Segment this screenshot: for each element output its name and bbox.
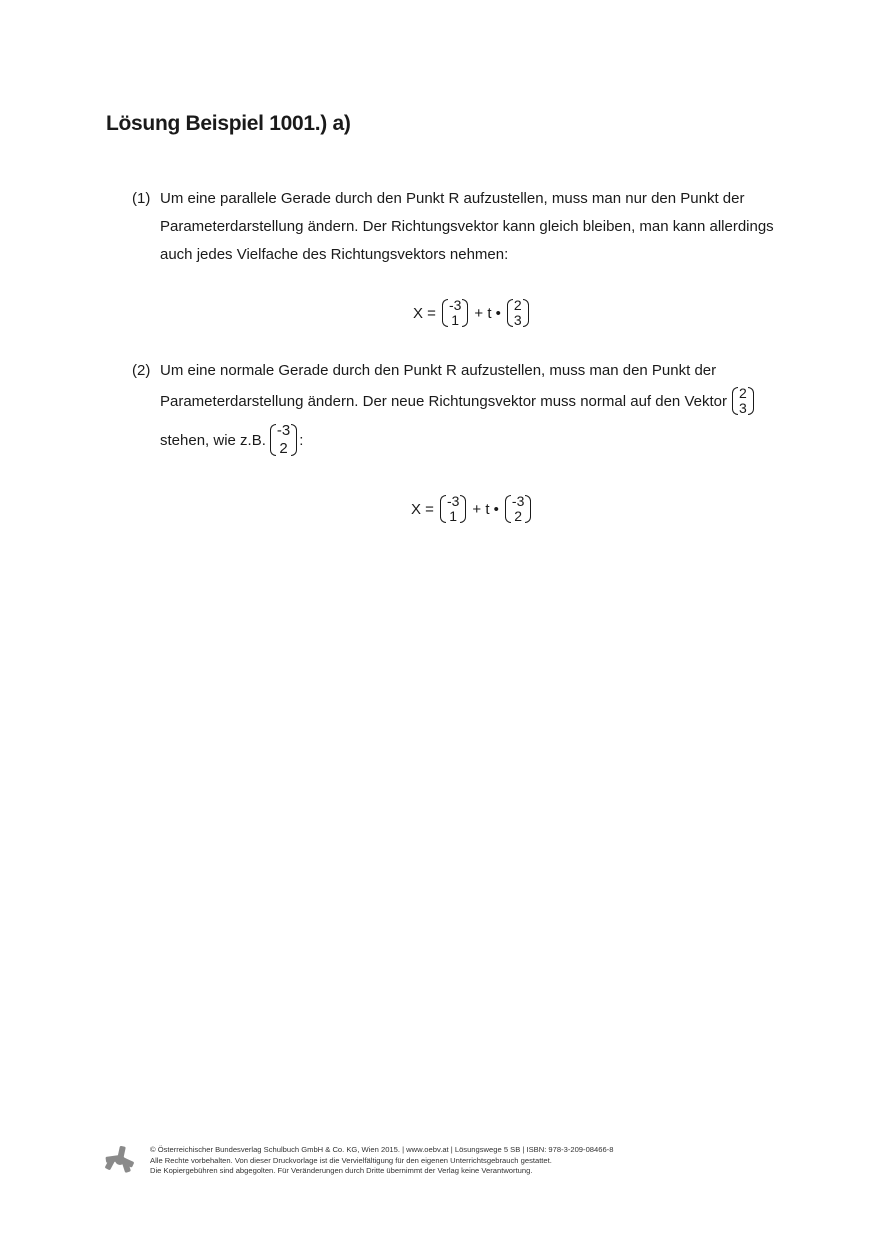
vector-component: -3 [276,422,291,439]
point-vector [442,298,468,328]
item-text-line [160,386,756,416]
page-title: Lösung Beispiel 1001.) a) [106,112,351,135]
footer-line: Alle Rechte vorbehalten. Von dieser Druckvorlage ist die Vervielfältigung für den eigenen Unterrichtsgebrauch gestattet. [150,1155,552,1165]
equation-operator: + t • [474,304,501,322]
item-text-line: Parameterdarstellung ändern. Der Richtungsvektor kann gleich bleiben, man kann allerdings [160,218,774,235]
item-text-line: auch jedes Vielfache des Richtungsvektors nehmen: [160,246,509,263]
copyright-footer [150,1145,613,1177]
right-paren [748,387,754,415]
inline-vector [270,422,297,458]
solution-item-1 [132,190,792,270]
item-number: (2) [132,362,151,379]
vector-component: 3 [738,400,747,416]
direction-vector [505,494,531,524]
parametric-equation-2 [411,494,533,524]
item-text: : [299,431,304,449]
item-number: (1) [132,190,151,207]
solution-item-2 [132,362,792,472]
right-paren [525,495,531,523]
parametric-equation-1 [413,298,531,328]
item-text-line: Um eine parallele Gerade durch den Punkt R aufzustellen, muss man nur den Punkt der [160,190,745,207]
vector-component: 1 [449,508,458,524]
vector-component: 2 [279,440,288,457]
vector-component: 2 [514,508,523,524]
direction-vector [507,298,529,328]
vector-component: 1 [451,312,460,328]
vector-component: 2 [513,297,522,313]
vector-component: -3 [511,493,525,509]
item-text: stehen, wie z.B. [160,431,266,449]
right-paren [523,299,529,327]
vector-component: -3 [448,297,462,313]
right-paren [291,424,297,456]
equation-operator: + t • [472,500,499,518]
item-text-line [160,422,303,458]
inline-vector [732,386,754,416]
item-text-line: Um eine normale Gerade durch den Punkt R aufzustellen, muss man den Punkt der [160,362,717,379]
equation-lhs: X = [411,500,434,518]
vector-component: -3 [446,493,460,509]
equation-lhs: X = [413,304,436,322]
vector-component: 2 [738,385,747,401]
item-text: Parameterdarstellung ändern. Der neue Richtungsvektor muss normal auf den Vektor [160,392,727,410]
right-paren [462,299,468,327]
footer-line: © Österreichischer Bundesverlag Schulbuch GmbH & Co. KG, Wien 2015. | www.oebv.at | Lösungswege 5 SB | ISBN: 978-3-209-08466-8 [150,1145,614,1154]
vector-component: 3 [513,312,522,328]
footer-line: Die Kopiergebühren sind abgegolten. Für Veränderungen durch Dritte übernimmt der Verlag keine Verantwortung. [150,1166,533,1176]
point-vector [440,494,466,524]
oebv-star-logo-icon [104,1144,136,1176]
right-paren [460,495,466,523]
